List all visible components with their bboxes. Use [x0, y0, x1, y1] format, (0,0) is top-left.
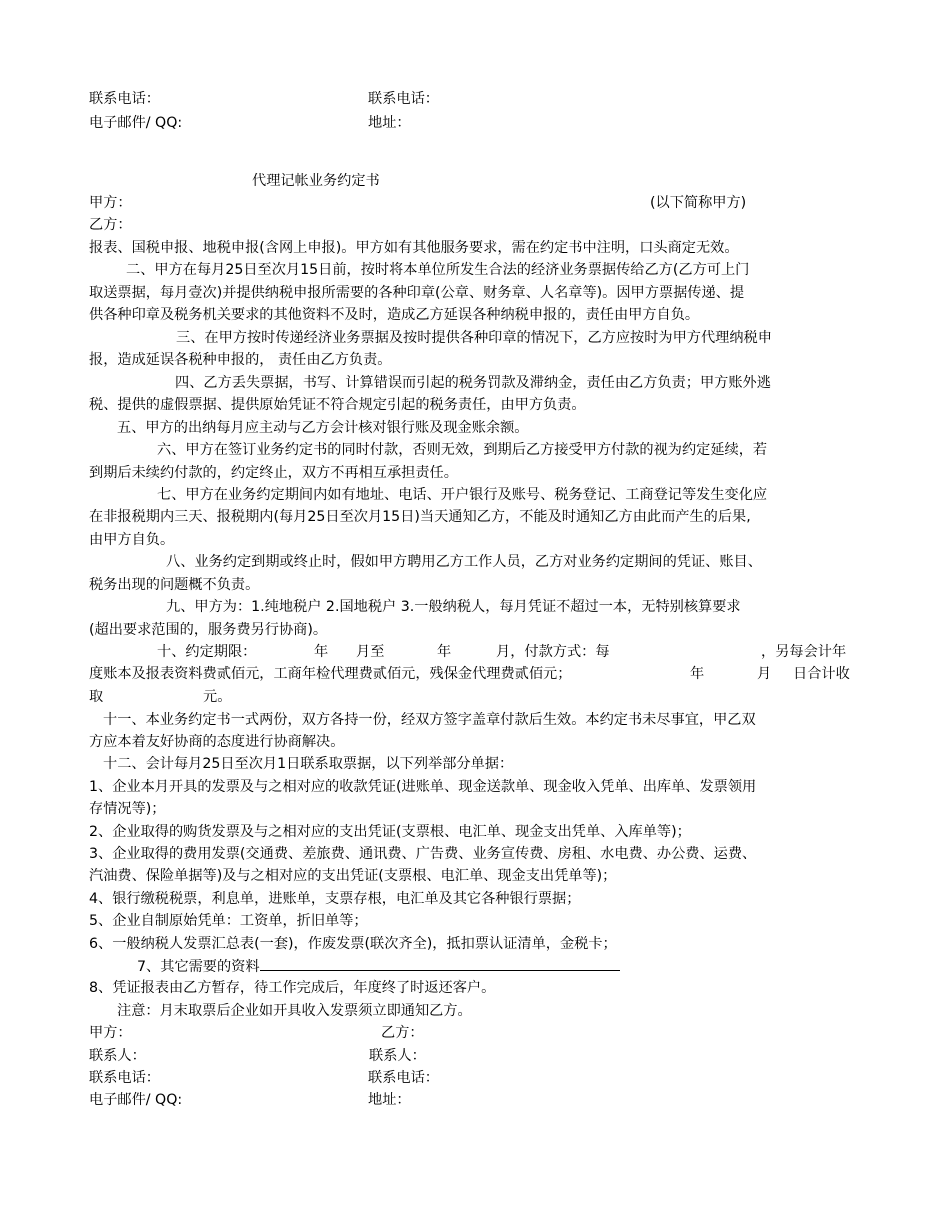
party-b-label: 乙方：	[89, 217, 132, 233]
header-phone-right: 联系电话：	[368, 91, 439, 107]
clause-10-line-2-end: 日合计收	[793, 666, 850, 682]
footer-contact-right: 联系人：	[369, 1048, 426, 1064]
footer-party-a: 甲方：	[89, 1025, 132, 1041]
doc-item-4: 4、银行缴税税票，利息单，进账单，支票存根，电汇单及其它各种银行票据；	[89, 891, 581, 907]
doc-item-2: 2、企业取得的购货发票及与之相对应的支出凭证(支票根、电汇单、现金支出凭单、入库单等)；	[89, 824, 691, 840]
footer-phone-left: 联系电话：	[89, 1070, 160, 1086]
doc-item-3-line-2: 汽油费、保险单据等)及与之相对应的支出凭证(支票根、电汇单、现金支出凭单等)；	[89, 868, 617, 884]
doc-item-7-blank-line	[260, 956, 620, 971]
clause-10-line-3-b: 元。	[203, 689, 232, 705]
party-a-label: 甲方：	[89, 195, 132, 211]
doc-item-3-line-1: 3、企业取得的费用发票(交通费、差旅费、通讯费、广告费、业务宣传费、房租、水电费、办公费、运费、	[89, 846, 757, 862]
clause-10-line-2-month: 月	[757, 666, 772, 682]
clause-1-line-1: 报表、国税申报、地税申报(含网上申报)。甲方如有其他服务要求，需在约定书中注明，口头商定无效。	[89, 240, 739, 256]
clause-7-line-2: 在非报税期内三天、报税期内(每月25日至次月15日)当天通知乙方，不能及时通知乙方由此而产生的后果,	[89, 509, 751, 525]
clause-10-line-2: 度账本及报表资料费贰佰元，工商年检代理费贰佰元，残保金代理费贰佰元；	[89, 666, 572, 682]
doc-item-8: 8、凭证报表由乙方暂存，待工作完成后，年度终了时返还客户。	[89, 980, 496, 996]
clause-10-line-2-year: 年	[690, 666, 705, 682]
footer-phone-right: 联系电话：	[368, 1070, 439, 1086]
clause-2-line-3: 供各种印章及税务机关要求的其他资料不及时，造成乙方延误各种纳税申报的，责任由甲方自负。	[89, 307, 700, 323]
footer-contact-left: 联系人：	[89, 1048, 146, 1064]
clause-4-line-1: 四、乙方丢失票据，书写、计算错误而引起的税务罚款及滞纳金，责任由乙方负责；甲方账外逃	[175, 375, 771, 391]
doc-item-1-line-2: 存情况等)；	[89, 801, 166, 817]
clause-11-line-2: 方应本着友好协商的态度进行协商解决。	[89, 734, 345, 750]
doc-item-1-line-1: 1、企业本月开具的发票及与之相对应的收款凭证(进账单、现金送款单、现金收入凭单、出库单、发票领用	[89, 779, 757, 795]
party-a-note: (以下简称甲方)	[650, 195, 747, 211]
clause-10-label: 十、约定期限：	[157, 644, 257, 660]
clause-4-line-2: 税、提供的虚假票据、提供原始凭证不符合规定引起的税务责任，由甲方负责。	[89, 397, 586, 413]
clause-3-line-1: 三、在甲方按时传递经济业务票据及按时提供各种印章的情况下，乙方应按时为甲方代理纳税申	[176, 330, 772, 346]
footer-address-right: 地址：	[368, 1092, 411, 1108]
clause-10-month-2: 月，付款方式：每	[496, 644, 610, 660]
clause-9-line-2: (超出要求范围的，服务费另行协商)。	[89, 622, 328, 638]
note-line: 注意：月末取票后企业如开具收入发票须立即通知乙方。	[117, 1003, 472, 1019]
clause-10-line-1-end: ，另每会计年	[761, 644, 847, 660]
header-phone-left: 联系电话：	[89, 91, 160, 107]
doc-item-7	[137, 956, 620, 977]
clause-8-line-2: 税务出现的问题概不负责。	[89, 577, 260, 593]
clause-6-line-2: 到期后未续约付款的，约定终止，双方不再相互承担责任。	[89, 465, 458, 481]
footer-party-b: 乙方：	[381, 1025, 424, 1041]
clause-2-line-1: 二、甲方在每月25日至次月15日前，按时将本单位所发生合法的经济业务票据传给乙方(乙方可上门	[126, 262, 750, 278]
clause-2-line-2: 取送票据，每月壹次)并提供纳税申报所需要的各种印章(公章、财务章、人名章等)。因甲方票据传递、提	[89, 285, 745, 301]
header-address-right: 地址：	[368, 115, 411, 131]
doc-item-6: 6、一般纳税人发票汇总表(一套)，作废发票(联次齐全)，抵扣票认证清单，金税卡；	[89, 936, 617, 952]
clause-6-line-1: 六、甲方在签订业务约定书的同时付款，否则无效，到期后乙方接受甲方付款的视为约定延续，若	[157, 442, 768, 458]
clause-11-line-1: 十一、本业务约定书一式两份，双方各持一份，经双方签字盖章付款后生效。本约定书未尽事宜，甲乙双	[103, 712, 756, 728]
clause-12-line-1: 十二、会计每月25日至次月1日联系取票据，以下列举部分单据：	[103, 756, 514, 772]
clause-10-year-1: 年	[314, 644, 329, 660]
clause-3-line-2: 报，造成延误各税种申报的， 责任由乙方负责。	[89, 352, 392, 368]
doc-item-5: 5、企业自制原始凭单：工资单，折旧单等；	[89, 913, 368, 929]
clause-8-line-1: 八、业务约定到期或终止时，假如甲方聘用乙方工作人员，乙方对业务约定期间的凭证、账目、	[166, 554, 762, 570]
clause-5-line-1: 五、甲方的出纳每月应主动与乙方会计核对银行账及现金账余额。	[117, 420, 529, 436]
clause-9-line-1: 九、甲方为：1.纯地税户 2.国地税户 3.一般纳税人，每月凭证不超过一本，无特别核算要求	[166, 599, 741, 615]
clause-10-year-2: 年	[437, 644, 452, 660]
header-email-left: 电子邮件/ QQ:	[89, 115, 183, 131]
footer-email-left: 电子邮件/ QQ:	[89, 1092, 183, 1108]
document-title: 代理记帐业务约定书	[252, 173, 380, 189]
doc-item-7-text: 7、其它需要的资料	[137, 959, 260, 975]
clause-10-line-3-a: 取	[89, 689, 104, 705]
clause-10-month-1: 月至	[356, 644, 385, 660]
clause-7-line-1: 七、甲方在业务约定期间内如有地址、电话、开户银行及账号、税务登记、工商登记等发生变化应	[157, 487, 768, 503]
clause-7-line-3: 由甲方自负。	[89, 532, 175, 548]
